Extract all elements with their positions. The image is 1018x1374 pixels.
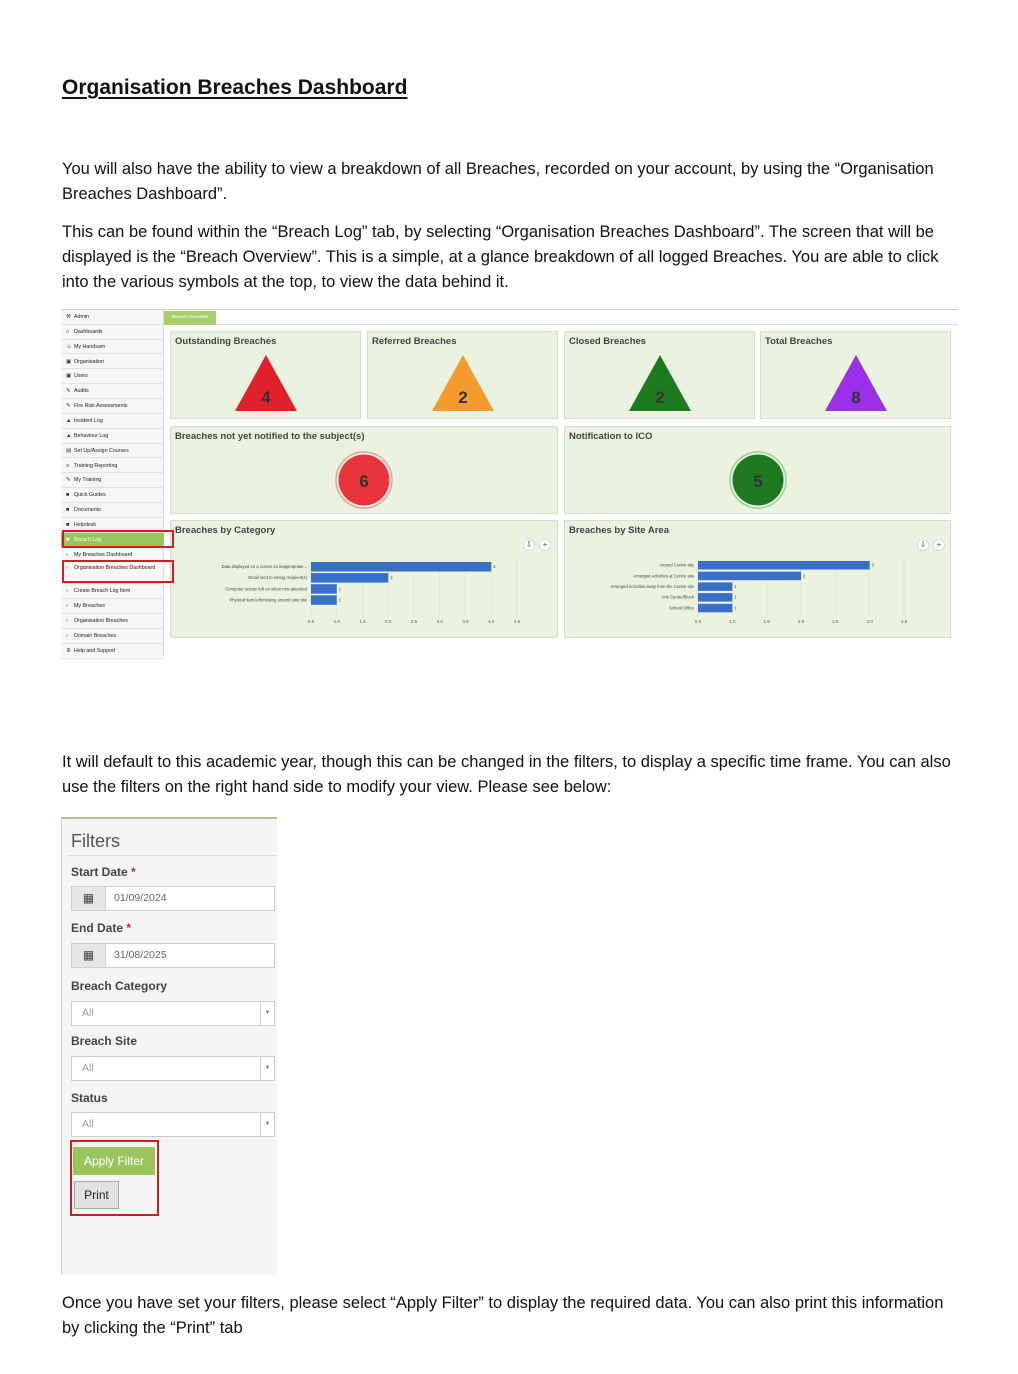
x-tick-label: 2.5	[410, 619, 418, 624]
triangle-icon-total[interactable]	[823, 353, 889, 413]
sidebar-item-help-and-support[interactable]	[61, 644, 164, 659]
folder-icon: ■	[66, 507, 70, 514]
data-label: 1	[338, 597, 342, 603]
helpdesk-icon: ■	[66, 521, 70, 528]
sidebar-item-label: Dashboards	[74, 328, 103, 335]
sidebar-item-label: Training Reporting	[74, 462, 118, 469]
pencil-icon: ✎	[66, 477, 71, 484]
sidebar-item-behaviour-log[interactable]	[61, 429, 164, 444]
category-label: Arts Centre/Block	[661, 594, 694, 600]
triangle-icon-outstanding[interactable]	[233, 353, 299, 413]
x-tick-label: 2.0	[797, 619, 805, 624]
bar[interactable]	[311, 562, 491, 572]
download-icon[interactable]: ⇩	[917, 539, 929, 551]
card-title: Referred Breaches	[372, 336, 457, 347]
sidebar-item-my-training[interactable]	[61, 473, 164, 488]
pencil-icon: ✎	[66, 403, 71, 410]
card-closed-breaches[interactable]	[564, 331, 755, 419]
card-title: Notification to ICO	[569, 431, 653, 442]
end-date-input[interactable]: 31/08/2025	[106, 943, 275, 968]
calendar-icon[interactable]: ▦	[71, 886, 106, 911]
x-tick-label: 1.5	[763, 619, 770, 624]
tab-strip	[164, 310, 958, 325]
chart-title: Breaches by Category	[175, 525, 276, 536]
sidebar-item-label: Admin	[74, 314, 90, 320]
data-label: 4	[493, 564, 496, 570]
x-tick-label: 2.5	[832, 619, 839, 624]
site-area-bar-chart	[565, 521, 952, 639]
sidebar-item-label: My Breaches	[74, 603, 105, 610]
breach-site-label: Breach Site	[71, 1034, 138, 1048]
sidebar-item-organisation-breaches[interactable]	[61, 614, 164, 629]
sidebar-item-label: Create Breach Log Item	[74, 588, 131, 595]
x-tick-label: 3.0	[866, 619, 873, 624]
breach-category-label: Breach Category	[71, 979, 168, 993]
end-date-label: End Date *	[71, 921, 132, 935]
highlight-apply-print	[70, 1140, 159, 1216]
sidebar-item-fire-risk-assessments[interactable]	[61, 399, 164, 414]
x-tick-label: 3.5	[462, 619, 469, 624]
card-title: Closed Breaches	[569, 336, 647, 347]
warning-icon: ▲	[66, 432, 72, 439]
breach-category-select[interactable]: All ▼	[71, 1001, 275, 1026]
sidebar-item-domain-breaches[interactable]	[61, 629, 164, 644]
warning-icon: ▲	[66, 417, 72, 424]
sidebar-item-documents[interactable]	[61, 503, 164, 518]
card-not-notified[interactable]	[170, 426, 558, 514]
x-tick-label: 0.5	[307, 619, 315, 624]
document-title: Organisation Breaches Dashboard	[62, 76, 408, 99]
sidebar-item-label: Quick Guides	[74, 492, 106, 499]
category-label: Physical item left/missing around own site	[229, 597, 307, 603]
start-date-label: Start Date *	[71, 865, 136, 879]
sidebar-item-label: Behaviour Log	[74, 432, 109, 439]
chevron-down-icon[interactable]: ▼	[260, 1002, 274, 1025]
sidebar-item-label: My Breaches Dashboard	[74, 551, 133, 558]
triangle-icon-closed[interactable]	[627, 353, 693, 413]
breach-log-icon: ■	[66, 536, 70, 543]
card-title: Breaches not yet notified to the subject(s)	[175, 431, 365, 442]
apply-filter-button[interactable]: Apply Filter	[73, 1147, 155, 1175]
start-date-input[interactable]: 01/09/2024	[106, 886, 275, 911]
sidebar-item-label: Organisation Breaches Dashboard	[74, 565, 156, 572]
x-tick-label: 2.0	[385, 619, 392, 624]
chart-title: Breaches by Site Area	[569, 525, 669, 536]
expand-icon[interactable]: +	[539, 539, 551, 551]
x-tick-label: 3.0	[436, 619, 443, 624]
sidebar-item-label: My Handsam	[74, 343, 106, 350]
card-notification-ico[interactable]	[564, 426, 951, 514]
chevron-down-icon[interactable]: ▼	[260, 1113, 274, 1136]
chevron-right-icon: ›	[66, 551, 68, 558]
sidebar-item-label: Helpdesk	[74, 521, 97, 528]
outstanding-count: 4	[261, 388, 271, 407]
pencil-icon: ✎	[66, 388, 71, 395]
help-icon: ⚙	[66, 647, 71, 654]
circle-icon-ico[interactable]	[728, 450, 788, 510]
sidebar-item-label: Breach Log	[74, 536, 102, 543]
x-tick-label: 4.5	[513, 619, 521, 624]
sidebar-nav	[61, 310, 164, 657]
chart-icon: ≡	[66, 462, 70, 469]
bar[interactable]	[698, 561, 870, 570]
wrench-icon: ⚒	[66, 314, 71, 320]
sidebar-item-label: My Training	[74, 477, 102, 484]
bar[interactable]	[311, 573, 388, 583]
bar[interactable]	[698, 604, 732, 613]
sidebar-item-label: Audits	[74, 388, 89, 395]
status-label: Status	[71, 1091, 108, 1105]
closing-paragraph: Once you have set your filters, please select “Apply Filter” to display the required data. You can also print this information by clicking the “Print” tab	[62, 1294, 944, 1337]
x-tick-label: 0.5	[694, 619, 702, 624]
sidebar-item-organisation[interactable]	[61, 355, 164, 370]
sidebar-item-incident-log[interactable]	[61, 414, 164, 429]
category-label: Data displayed on a screen so inappropriate...	[221, 564, 307, 570]
category-label: Around Centre site	[659, 562, 694, 568]
x-tick-label: 3.5	[900, 619, 908, 624]
filters-screenshot	[61, 817, 277, 1275]
bar[interactable]	[698, 582, 732, 591]
highlight-org-breaches-dashboard	[62, 560, 174, 583]
download-icon[interactable]: ⇩	[523, 539, 535, 551]
bar[interactable]	[311, 595, 337, 605]
category-label: Email sent to wrong recipient(s)	[248, 575, 307, 581]
closed-count: 2	[655, 388, 665, 407]
sidebar-item-admin[interactable]	[61, 310, 164, 325]
x-tick-label: 1.5	[359, 619, 366, 624]
card-breaches-by-category	[170, 520, 558, 638]
sidebar-item-label: Organisation	[74, 358, 105, 365]
sidebar-item-quick-guides[interactable]	[61, 488, 164, 503]
card-breaches-by-site-area	[564, 520, 951, 638]
chevron-right-icon: ›	[66, 633, 68, 639]
data-label: 1	[734, 594, 737, 600]
course-icon: ▤	[66, 447, 72, 454]
category-label: Arranged Activities away from the Centre site	[610, 583, 694, 589]
bar[interactable]	[311, 584, 337, 594]
book-icon: ■	[66, 492, 70, 499]
breach-site-select[interactable]: All ▼	[71, 1056, 275, 1081]
bar[interactable]	[698, 593, 732, 602]
category-label: Arranged Activities at Centre site	[633, 573, 694, 579]
dashboard-screenshot	[61, 309, 958, 657]
chevron-down-icon[interactable]: ▼	[260, 1057, 274, 1080]
triangle-icon-referred[interactable]	[430, 353, 496, 413]
filters-intro-paragraph: It will default to this academic year, though this can be changed in the filters, to display a specific time frame. You can also use the filters on the right hand side to modify your view. Please see below:	[62, 753, 951, 796]
sidebar-item-label: Set Up/Assign Courses	[74, 447, 129, 454]
tab-breach-overview[interactable]: Breach Overview	[164, 311, 216, 325]
sidebar-item-label: Incident Log	[74, 417, 103, 424]
total-count: 8	[851, 388, 861, 407]
chevron-right-icon: ›	[66, 603, 68, 610]
x-tick-label: 4.0	[488, 619, 495, 624]
sidebar-item-training-reporting[interactable]	[61, 459, 164, 474]
building-icon: ▣	[66, 358, 72, 365]
data-label: 1	[338, 586, 342, 592]
x-tick-label: 1.0	[729, 619, 736, 624]
location-paragraph: This can be found within the “Breach Log” tab, by selecting “Organisation Breaches Dashboard”. The screen that will be displayed is the “Breach Overview”. This is a simple, at a glance breakdown of all logged Breaches. You are able to click into the various symbols at the top, to view the data behind it.	[62, 223, 939, 291]
data-label: 1	[734, 605, 737, 611]
data-label: 3	[871, 562, 875, 568]
card-outstanding-breaches[interactable]	[170, 331, 361, 419]
users-icon: ▣	[66, 373, 72, 380]
chevron-right-icon: ›	[66, 588, 68, 595]
card-total-breaches[interactable]	[760, 331, 951, 419]
sidebar-item-dashboards[interactable]	[61, 325, 164, 340]
filters-title: Filters	[71, 831, 120, 851]
card-title: Total Breaches	[765, 336, 833, 347]
sidebar-item-audits[interactable]	[61, 384, 164, 399]
data-label: 2	[803, 573, 806, 579]
sidebar-item-my-breaches[interactable]	[61, 599, 164, 614]
intro-paragraph: You will also have the ability to view a breakdown of all Breaches, recorded on your account, by using the “Organisation Breaches Dashboard”.	[62, 160, 934, 203]
filters-divider	[68, 855, 276, 856]
sidebar-item-users[interactable]	[61, 369, 164, 384]
category-label: School Office	[669, 605, 694, 611]
print-button[interactable]: Print	[74, 1181, 119, 1209]
not-notified-count: 6	[359, 472, 369, 491]
chevron-right-icon: ›	[66, 618, 68, 625]
data-label: 1	[734, 583, 737, 589]
sidebar-item-label: Documents	[74, 507, 101, 514]
sidebar-item-label: Fire Risk Assessments	[74, 403, 128, 410]
sidebar-item-label: Organisation Breaches	[74, 618, 128, 625]
data-label: 2	[390, 575, 393, 581]
category-label: Computer screen left on when non-attended	[225, 586, 307, 592]
referred-count: 2	[458, 388, 468, 407]
x-tick-label: 1.0	[333, 619, 340, 624]
sidebar-item-create-breach-log-item[interactable]	[61, 584, 164, 599]
circle-icon-not-notified[interactable]	[334, 450, 394, 510]
calendar-icon[interactable]: ▦	[71, 943, 106, 968]
sidebar-item-my-handsam[interactable]	[61, 340, 164, 355]
highlight-breach-log	[62, 530, 174, 548]
status-select[interactable]: All ▼	[71, 1112, 275, 1137]
sidebar-item-label: Users	[74, 373, 88, 380]
sidebar-item-set-up-assign-courses[interactable]	[61, 444, 164, 459]
user-icon: ☺	[66, 343, 72, 350]
card-title: Outstanding Breaches	[175, 336, 277, 347]
expand-icon[interactable]: +	[933, 539, 945, 551]
bar[interactable]	[698, 572, 801, 581]
card-referred-breaches[interactable]	[367, 331, 558, 419]
category-bar-chart	[171, 521, 559, 639]
ico-count: 5	[753, 472, 763, 491]
sidebar-item-label: Domain Breaches	[74, 633, 117, 639]
home-icon: ⌂	[66, 328, 70, 335]
chevron-right-icon: ›	[66, 565, 68, 572]
sidebar-item-label: Help and Support	[74, 647, 116, 654]
